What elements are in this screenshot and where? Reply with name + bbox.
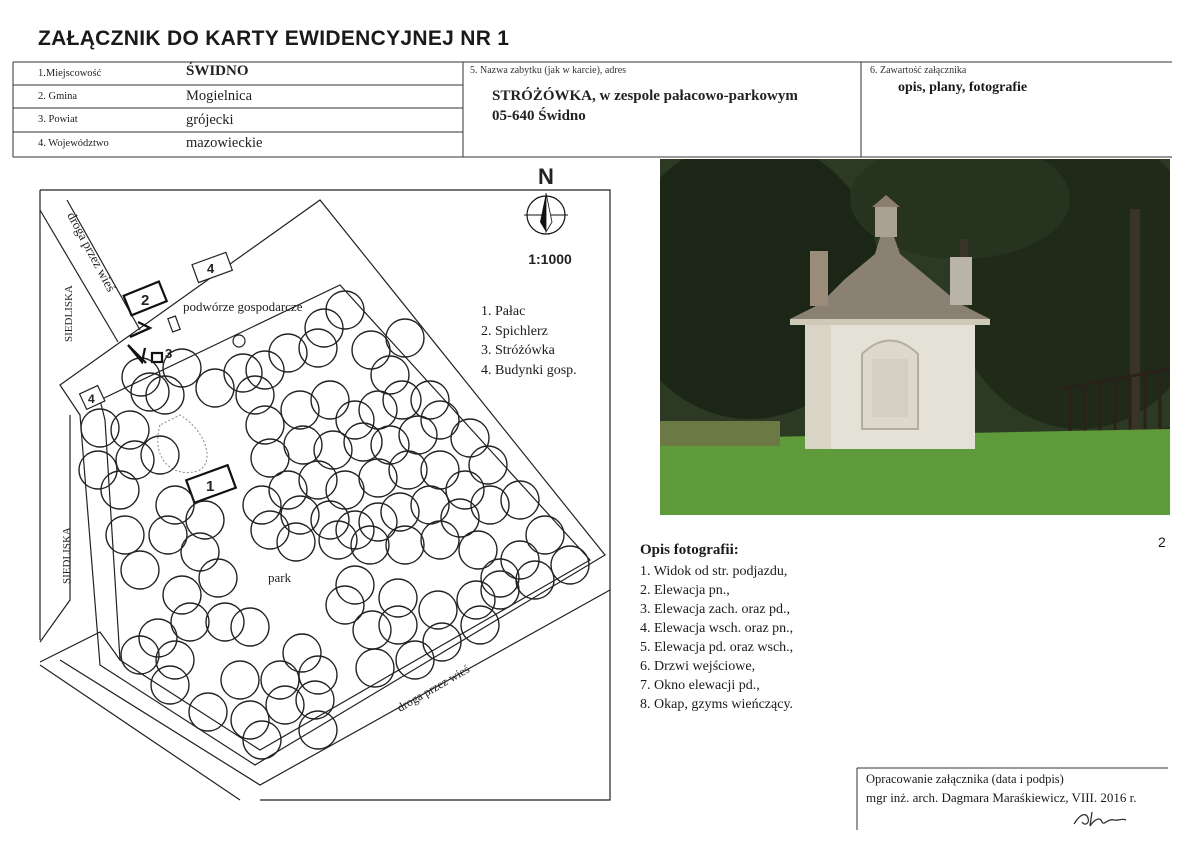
field-value-gmina: Mogielnica <box>186 88 253 104</box>
legend-item: 3. Stróżówka <box>481 343 555 358</box>
road-label-bottom: droga przez wieś <box>394 661 472 715</box>
legend-item: 1. Pałac <box>481 304 526 319</box>
building-3-number: 3 <box>165 346 173 361</box>
name-field-label: 5. Nazwa zabytku (jak w karcie), adres <box>470 65 627 76</box>
photo-desc-item: 2. Elewacja pn., <box>640 583 730 598</box>
footer-label: Opracowanie załącznika (data i podpis) <box>866 772 1064 786</box>
map-scale: 1:1000 <box>528 251 572 267</box>
park-label: park <box>268 570 292 585</box>
photo-desc-heading: Opis fotografii: <box>640 542 739 558</box>
field-value-wojewodztwo: mazowieckie <box>186 135 263 151</box>
building-1-number: 1 <box>206 478 215 495</box>
signature <box>1070 806 1130 832</box>
field-value-miejscowosc: ŚWIDNO <box>186 63 249 79</box>
legend-item: 4. Budynki gosp. <box>481 362 577 378</box>
page-title: ZAŁĄCZNIK DO KARTY EWIDENCYJNEJ NR 1 <box>38 27 510 50</box>
field-label-gmina: 2. Gmina <box>38 91 78 102</box>
building-4b-number: 4 <box>88 392 95 406</box>
siedliska-label-bottom: SIEDLISKA <box>61 527 73 584</box>
photo-desc-list <box>640 562 793 714</box>
monument-name: STRÓŻÓWKA <box>492 88 593 104</box>
monument-name-line1 <box>492 86 798 106</box>
field-value-powiat: grójecki <box>186 112 234 128</box>
building-2-number: 2 <box>141 292 150 309</box>
monument-address: 05-640 Świdno <box>492 108 586 124</box>
siedliska-label-top: SIEDLISKA <box>63 285 75 342</box>
page-number: 2 <box>1158 534 1166 550</box>
yard-label: podwórze gospodarcze <box>183 299 303 314</box>
content-field-label: 6. Zawartość załącznika <box>870 65 967 76</box>
photo-desc-item: 4. Elewacja wsch. oraz pn., <box>640 621 794 636</box>
photo-desc-item: 6. Drzwi wejściowe, <box>640 659 756 674</box>
plot-boundaries <box>40 190 610 800</box>
north-arrow-icon <box>524 193 568 234</box>
site-plan-map <box>0 160 640 820</box>
map-legend <box>481 302 577 380</box>
legend-item: 2. Spichlerz <box>481 323 548 339</box>
road-label-top: droga przez wieś <box>64 209 119 295</box>
building-4a-number: 4 <box>207 261 215 276</box>
content-field-value: opis, plany, fotografie <box>898 80 1028 95</box>
buildings <box>124 282 236 503</box>
photo-desc-item: 8. Okap, gzyms wieńczący. <box>640 697 794 712</box>
building-photo <box>660 159 1170 515</box>
field-label-wojewodztwo: 4. Województwo <box>38 138 109 149</box>
field-label-powiat: 3. Powiat <box>38 114 78 125</box>
photo-desc-item: 3. Elewacja zach. oraz pd., <box>640 602 791 617</box>
monument-context: , w zespole pałacowo-parkowym <box>592 88 798 104</box>
photo-desc-item: 1. Widok od str. podjazdu, <box>640 564 788 579</box>
field-label-miejscowosc: 1.Miejscowość <box>38 68 102 79</box>
photo-desc-item: 7. Okno elewacji pd., <box>640 678 760 693</box>
north-label: N <box>538 164 554 189</box>
footer-author: mgr inż. arch. Dagmara Maraśkiewicz, VIII. 2016 r. <box>866 790 1137 805</box>
photo-desc-item: 5. Elewacja pd. oraz wsch., <box>640 640 794 655</box>
